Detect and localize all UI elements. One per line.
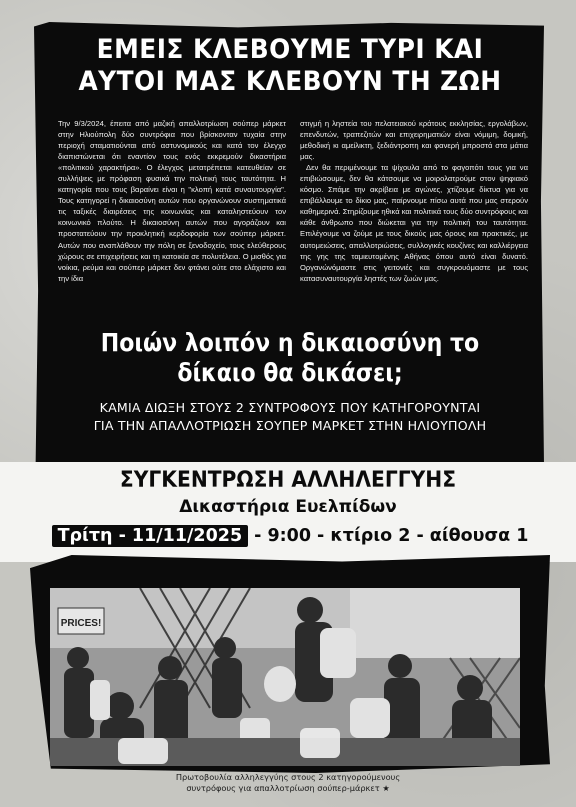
footer-line-1: Πρωτοβουλία αλληλεγγύης στους 2 κατηγορούμενους [175, 772, 401, 782]
store-sign: PRICES! [60, 618, 102, 629]
question-line-1: Ποιών λοιπόν η δικαιοσύνη το [100, 328, 480, 357]
demand-statement [40, 399, 540, 435]
crowd-photo-illustration [50, 588, 520, 766]
event-room: - αίθουσα 1 [416, 526, 529, 546]
event-date: Τρίτη - 11/11/2025 [52, 525, 249, 547]
event-time: - 9:00 [254, 526, 312, 546]
crowd-photo [50, 588, 520, 766]
question-heading [65, 328, 515, 388]
footer-credit [0, 772, 576, 794]
body-right-paragraph-2: Δεν θα περιμένουμε τα ψίχουλα από το φαγοπότι τους για να επιβιώσουμε, δεν θα κάτσουμε να μοιρολατρούμε στον ψηφιακό κόσμο. Σπάμε την ακρίβεια με αγώνες, χτίζουμε δίκτυα για να επιβάλλουμε το δίκιο μας, παίρνουμε πίσω αυτά που μας στερούν καθημερινά. Στηρίζουμε ηθικά και πολιτικά τους δύο συντρόφους και κάθε άνθρωπο που διώκεται για την πολιτική του ταυτότητα. Επιλέγουμε να ζούμε με τους δικούς μας όρους και πρακτικές, με αυτομειώσεις, απαλλοτριώσεις, συλλογικές κουζίνες και καλλιέργεια της γης της ταμιευτομένης Αθήνας όπου αυτό είναι δυνατό. Οργανώνόμαστε στις γειτονιές και συγκρουόμαστε με τους κατασυναυτουργία ληστές των ζωών μας. [300, 163, 528, 283]
body-right-column [300, 118, 528, 284]
event-title: ΣΥΓΚΕΝΤΡΩΣΗ ΑΛΛΗΛΕΓΓΥΗΣ [119, 468, 457, 493]
event-details [40, 523, 540, 549]
question-line-2: δίκαιο θα δικάσει; [177, 358, 403, 387]
headline-line-1: ΕΜΕΙΣ ΚΛΕΒΟΥΜΕ ΤΥΡΙ ΚΑΙ [96, 34, 484, 65]
body-left-column [58, 118, 286, 284]
event-building: - κτίριο 2 [317, 526, 411, 546]
demand-line-2: ΓΙΑ ΤΗΝ ΑΠΑΛΛΟΤΡΙΩΣΗ ΣΟΥΠΕΡ ΜΑΡΚΕΤ ΣΤΗΝ ΗΛΙΟΥΠΟΛΗ [93, 418, 487, 433]
footer-line-2: συντρόφους για απαλλοτρίωση σούπερ-μάρκετ ★ [186, 783, 390, 793]
body-left-paragraph: Την 9/3/2024, έπειτα από μαζική απαλλοτρίωση σούπερ μάρκετ στην Ηλιούπολη δύο συντρόφια που βρίσκονταν τυχαία στην περιοχή σταματιούνται από αστυνομικούς και κατά τον έλεγχο διαπιστώνεται ότι εναντίον τους ενός εκκρεμούν δικαστήρια «πολιτικού χαρακτήρα». Ο έλεγχος μετατρέπεται κατευθείαν σε συλλήψεις με πρόφαση φυσικά την πολιτική τους ταυτότητα. Η κατηγορία που τους βαραίνει είναι η "κλοπή κατά συναυτουργία". Τους κατηγορεί η δικαιοσύνη αυτών που οργανώνουν συστηματικά τις ταξικές διαιρέσεις της κοινωνίας και καταληστεύουν τον κοινωνικό πλούτο. Η δικαιοσύνη αυτών που αγοράζουν και προστατεύουν την προκλητική κερδοφορία των σούπερ μάρκετ. Αυτών που αναπλάθουν την πόλη σε ξενοδοχείο, τους ελεύθερους χώρους σε επιχειρήσεις και τη κατοικία σε πολυτέλεια. Ο μισθός για νοίκια, ρεύμα και σούπερ μάρκετ δεν φτάνει ούτε στο ελάχιστο και την ίδια [58, 119, 286, 283]
event-place: Δικαστήρια Ευελπίδων [179, 497, 397, 517]
demand-line-1: ΚΑΜΙΑ ΔΙΩΞΗ ΣΤΟΥΣ 2 ΣΥΝΤΡΟΦΟΥΣ ΠΟΥ ΚΑΤΗΓΟΡΟΥΝΤΑΙ [99, 400, 481, 415]
body-right-paragraph-1: στιγμή η ληστεία του πελατειακού κράτους εκκλησίας, εργολάβων, επενδυτών, τραπεζιτών και επιχειρηματιών είναι νόμιμη, δομική, μεθοδική κι αμείλικτη, ξεδιάντροπη και φανερή μπροστά στα μάτια μας. [300, 119, 528, 162]
headline [60, 34, 520, 98]
headline-line-2: ΑΥΤΟΙ ΜΑΣ ΚΛΕΒΟΥΝ ΤΗ ΖΩΗ [78, 66, 502, 97]
